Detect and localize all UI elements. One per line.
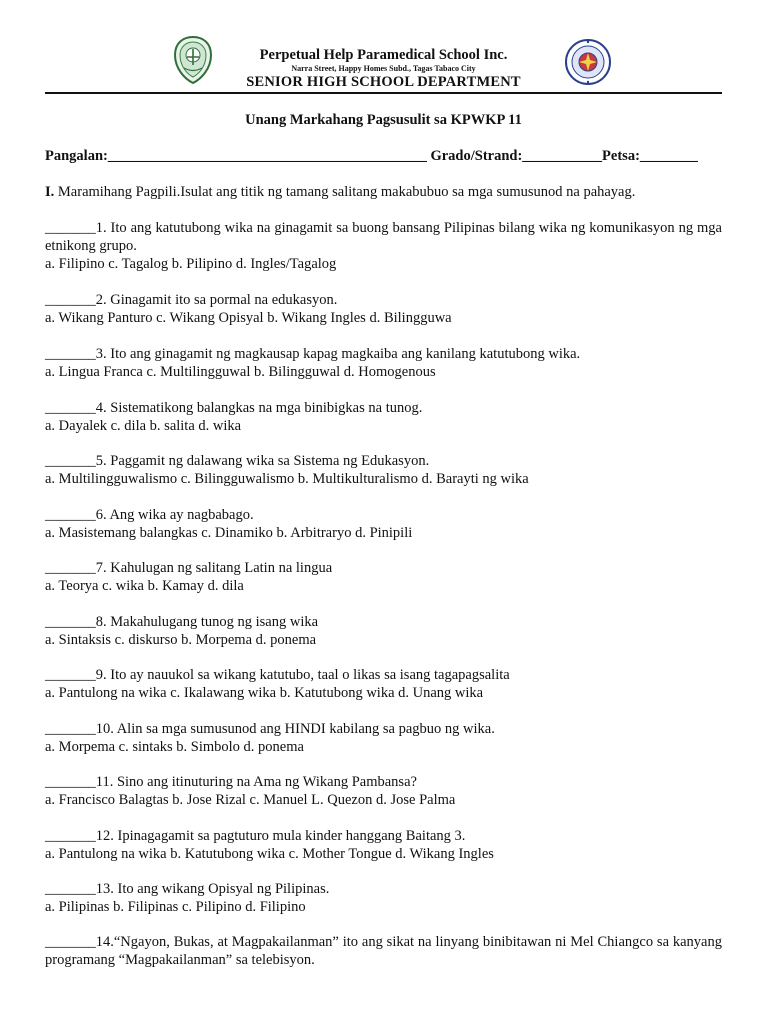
question-item: [45, 933, 722, 969]
question-choices: a. Dayalek c. dila b. salita d. wika: [45, 418, 242, 434]
question-stem: _______12. Ipinagagamit sa pagtuturo mula kinder hanggang Baitang 3.: [45, 828, 466, 844]
question-item: [45, 399, 722, 435]
section-numeral: I.: [45, 184, 55, 200]
question-item: [45, 506, 722, 542]
school-name: Perpetual Help Paramedical School Inc.: [259, 47, 508, 63]
school-address: Narra Street, Happy Homes Subd., Tagas Tabaco City: [291, 64, 476, 73]
question-stem: _______6. Ang wika ay nagbabago.: [45, 507, 254, 523]
question-choices: a. Pantulong na wika b. Katutubong wika c. Mother Tongue d. Wikang Ingles: [45, 846, 494, 862]
question-item: [45, 827, 722, 863]
question-item: [45, 559, 722, 595]
question-item: [45, 666, 722, 702]
header-divider: [45, 92, 722, 94]
department-name: SENIOR HIGH SCHOOL DEPARTMENT: [246, 74, 521, 90]
question-stem: _______7. Kahulugan ng salitang Latin na lingua: [45, 560, 333, 576]
question-choices: a. Morpema c. sintaks b. Simbolo d. ponema: [45, 739, 304, 755]
section-instruction: [45, 184, 722, 201]
exam-title: Unang Markahang Pagsusulit sa KPWKP 11: [245, 112, 522, 128]
question-choices: a. Teorya c. wika b. Kamay d. dila: [45, 578, 244, 594]
question-item: [45, 345, 722, 381]
question-stem: _______10. Alin sa mga sumusunod ang HINDI kabilang sa pagbuo ng wika.: [45, 721, 495, 737]
question-stem: _______9. Ito ay nauukol sa wikang katutubo, taal o likas sa isang tagapagsalita: [45, 667, 510, 683]
question-stem: _______1. Ito ang katutubong wika na ginagamit sa buong bansang Pilipinas bilang wika ng komunikasyon ng mga etnikong grupo.: [45, 220, 722, 254]
question-item: [45, 452, 722, 488]
question-item: [45, 219, 722, 273]
question-item: [45, 880, 722, 916]
question-choices: a. Francisco Balagtas b. Jose Rizal c. Manuel L. Quezon d. Jose Palma: [45, 792, 456, 808]
question-choices: a. Multilingguwalismo c. Bilingguwalismo b. Multikulturalismo d. Barayti ng wika: [45, 471, 529, 487]
question-stem: _______8. Makahulugang tunog ng isang wika: [45, 614, 319, 630]
question-stem: _______13. Ito ang wikang Opisyal ng Pilipinas.: [45, 881, 330, 897]
deped-seal-icon: [563, 38, 613, 86]
question-stem: _______2. Ginagamit ito sa pormal na edukasyon.: [45, 292, 338, 308]
question-stem: _______5. Paggamit ng dalawang wika sa Sistema ng Edukasyon.: [45, 453, 430, 469]
question-stem: _______11. Sino ang itinuturing na Ama ng Wikang Pambansa?: [45, 774, 417, 790]
question-item: [45, 720, 722, 756]
question-stem: _______3. Ito ang ginagamit ng magkausap kapag magkaiba ang kanilang katutubong wika.: [45, 346, 581, 362]
question-choices: a. Sintaksis c. diskurso b. Morpema d. ponema: [45, 632, 317, 648]
question-choices: a. Pilipinas b. Filipinas c. Pilipino d. Filipino: [45, 899, 306, 915]
question-item: [45, 773, 722, 809]
question-stem: _______14.“Ngayon, Bukas, at Magpakailanman” ito ang sikat na linyang binibitawan ni Mel Chiangco sa kanyang programang “Magpakailanman” sa telebisyon.: [45, 934, 722, 968]
question-choices: a. Pantulong na wika c. Ikalawang wika b. Katutubong wika d. Unang wika: [45, 685, 484, 701]
question-choices: a. Lingua Franca c. Multilingguwal b. Bilingguwal d. Homogenous: [45, 364, 436, 380]
question-choices: a. Masistemang balangkas c. Dinamiko b. Arbitraryo d. Pinipili: [45, 525, 413, 541]
student-info-line: Pangalan:____________________________________________ Grado/Strand:___________Petsa:________: [45, 148, 698, 164]
question-item: [45, 291, 722, 327]
question-item: [45, 613, 722, 649]
question-choices: a. Filipino c. Tagalog b. Pilipino d. Ingles/Tagalog: [45, 256, 337, 272]
question-stem: _______4. Sistematikong balangkas na mga binibigkas na tunog.: [45, 400, 423, 416]
school-header: [45, 32, 722, 92]
question-choices: a. Wikang Panturo c. Wikang Opisyal b. Wikang Ingles d. Bilingguwa: [45, 310, 452, 326]
instruction-text: Maramihang Pagpili.Isulat ang titik ng tamang salitang makabubuo sa mga sumusunod na pahayag.: [54, 184, 636, 200]
